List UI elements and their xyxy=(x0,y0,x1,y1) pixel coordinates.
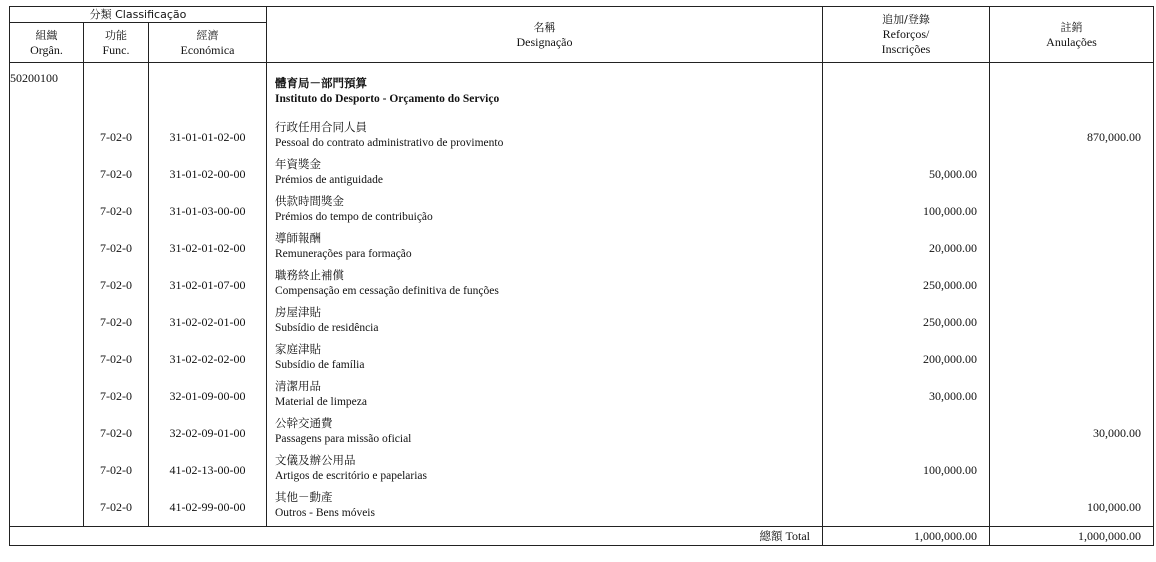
designation-pt: Pessoal do contrato administrativo de provimento xyxy=(275,137,504,149)
designation-pt: Outros - Bens móveis xyxy=(275,507,375,519)
cancellation-amount xyxy=(990,156,1154,193)
economic-code: 31-01-03-00-00 xyxy=(149,193,267,230)
functional-code: 7-02-0 xyxy=(84,304,149,341)
cancellation-amount xyxy=(990,230,1154,267)
designation-pt: Material de limpeza xyxy=(275,396,367,408)
designation-cn: 導師報酬 xyxy=(275,231,321,245)
total-label xyxy=(10,527,823,546)
functional-code: 7-02-0 xyxy=(84,378,149,415)
designation-cn: 清潔用品 xyxy=(275,379,321,393)
functional-code: 7-02-0 xyxy=(84,156,149,193)
functional-code: 7-02-0 xyxy=(84,489,149,527)
designation-pt: Passagens para missão oficial xyxy=(275,433,412,445)
designation-cell xyxy=(267,341,823,378)
economic-code: 41-02-13-00-00 xyxy=(149,452,267,489)
designation-pt: Subsídio de residência xyxy=(275,322,379,334)
designation-header: 名稱 Designação xyxy=(267,7,823,63)
designation-cn: 行政任用合同人員 xyxy=(275,120,367,134)
designation-pt: Compensação em cessação definitiva de funções xyxy=(275,285,499,297)
designation-cell xyxy=(267,304,823,341)
table-row xyxy=(10,230,1154,267)
designation-cell xyxy=(267,452,823,489)
classification-header: 分類 Classificação xyxy=(10,7,267,23)
economic-header: 經濟 Económica xyxy=(149,23,267,63)
service-name-pt: Instituto do Desporto - Orçamento do Serviço xyxy=(275,93,500,105)
total-row xyxy=(10,527,1154,546)
reinforcement-amount xyxy=(823,119,990,156)
designation-cell xyxy=(267,415,823,452)
reinforcements-header: 追加/登錄 Reforços/ Inscrições xyxy=(823,7,990,63)
cancellation-amount xyxy=(990,378,1154,415)
functional-code: 7-02-0 xyxy=(84,230,149,267)
designation-cell xyxy=(267,267,823,304)
economic-code: 32-02-09-01-00 xyxy=(149,415,267,452)
reinforcement-amount: 250,000.00 xyxy=(823,304,990,341)
designation-pt: Remunerações para formação xyxy=(275,248,412,260)
cancellation-amount xyxy=(990,452,1154,489)
service-row xyxy=(10,71,1154,119)
table-row xyxy=(10,267,1154,304)
designation-pt: Prémios do tempo de contribuição xyxy=(275,211,433,223)
organic-code: 50200100 xyxy=(10,71,84,119)
designation-pt: Prémios de antiguidade xyxy=(275,174,383,186)
table-row xyxy=(10,193,1154,230)
economic-code: 31-01-01-02-00 xyxy=(149,119,267,156)
table-row xyxy=(10,489,1154,527)
cancellation-amount xyxy=(990,193,1154,230)
table-row xyxy=(10,304,1154,341)
reinforcement-amount: 20,000.00 xyxy=(823,230,990,267)
table-row xyxy=(10,378,1154,415)
cancellation-amount xyxy=(990,267,1154,304)
table-row xyxy=(10,415,1154,452)
reinforcement-amount xyxy=(823,415,990,452)
economic-code: 31-02-01-02-00 xyxy=(149,230,267,267)
table-row xyxy=(10,119,1154,156)
total-label-pt: Total xyxy=(785,529,810,543)
table-row xyxy=(10,156,1154,193)
reinforcement-amount: 100,000.00 xyxy=(823,452,990,489)
total-reinforcement: 1,000,000.00 xyxy=(823,527,990,546)
total-label-cn: 總額 xyxy=(759,529,783,543)
reinforcement-amount: 250,000.00 xyxy=(823,267,990,304)
cancellation-amount xyxy=(990,341,1154,378)
designation-cell xyxy=(267,230,823,267)
designation-cell xyxy=(267,193,823,230)
designation-cell xyxy=(267,119,823,156)
designation-cn: 房屋津貼 xyxy=(275,305,321,319)
economic-code: 32-01-09-00-00 xyxy=(149,378,267,415)
economic-code: 31-02-02-01-00 xyxy=(149,304,267,341)
functional-code: 7-02-0 xyxy=(84,119,149,156)
functional-code: 7-02-0 xyxy=(84,341,149,378)
designation-cn: 職務終止補償 xyxy=(275,268,344,282)
designation-pt: Artigos de escritório e papelarias xyxy=(275,470,427,482)
cancellations-header: 註銷 Anulações xyxy=(990,7,1154,63)
table-row xyxy=(10,452,1154,489)
cancellation-amount xyxy=(990,304,1154,341)
reinforcement-amount xyxy=(823,489,990,527)
designation-cell xyxy=(267,156,823,193)
functional-code: 7-02-0 xyxy=(84,193,149,230)
functional-header: 功能 Func. xyxy=(84,23,149,63)
designation-cn: 文儀及辦公用品 xyxy=(275,453,356,467)
reinforcement-amount: 200,000.00 xyxy=(823,341,990,378)
designation-cn: 年資獎金 xyxy=(275,157,321,171)
economic-code: 31-01-02-00-00 xyxy=(149,156,267,193)
reinforcement-amount: 30,000.00 xyxy=(823,378,990,415)
cancellation-amount: 30,000.00 xyxy=(990,415,1154,452)
table-row xyxy=(10,341,1154,378)
reinforcement-amount: 100,000.00 xyxy=(823,193,990,230)
designation-cn: 家庭津貼 xyxy=(275,342,321,356)
functional-code: 7-02-0 xyxy=(84,415,149,452)
designation-cell xyxy=(267,489,823,527)
budget-table xyxy=(9,6,1154,546)
designation-pt: Subsídio de família xyxy=(275,359,365,371)
designation-cell xyxy=(267,378,823,415)
economic-code: 31-02-02-02-00 xyxy=(149,341,267,378)
service-designation xyxy=(267,71,823,119)
designation-cn: 其他－動產 xyxy=(275,490,333,504)
cancellation-amount: 870,000.00 xyxy=(990,119,1154,156)
cancellation-amount: 100,000.00 xyxy=(990,489,1154,527)
reinforcement-amount: 50,000.00 xyxy=(823,156,990,193)
organic-header: 組織 Orgân. xyxy=(10,23,84,63)
economic-code: 41-02-99-00-00 xyxy=(149,489,267,527)
designation-cn: 供款時間獎金 xyxy=(275,194,344,208)
functional-code: 7-02-0 xyxy=(84,267,149,304)
designation-cn: 公幹交通費 xyxy=(275,416,333,430)
service-name-cn: 體育局－部門預算 xyxy=(275,76,367,90)
functional-code: 7-02-0 xyxy=(84,452,149,489)
economic-code: 31-02-01-07-00 xyxy=(149,267,267,304)
total-cancellation: 1,000,000.00 xyxy=(990,527,1154,546)
